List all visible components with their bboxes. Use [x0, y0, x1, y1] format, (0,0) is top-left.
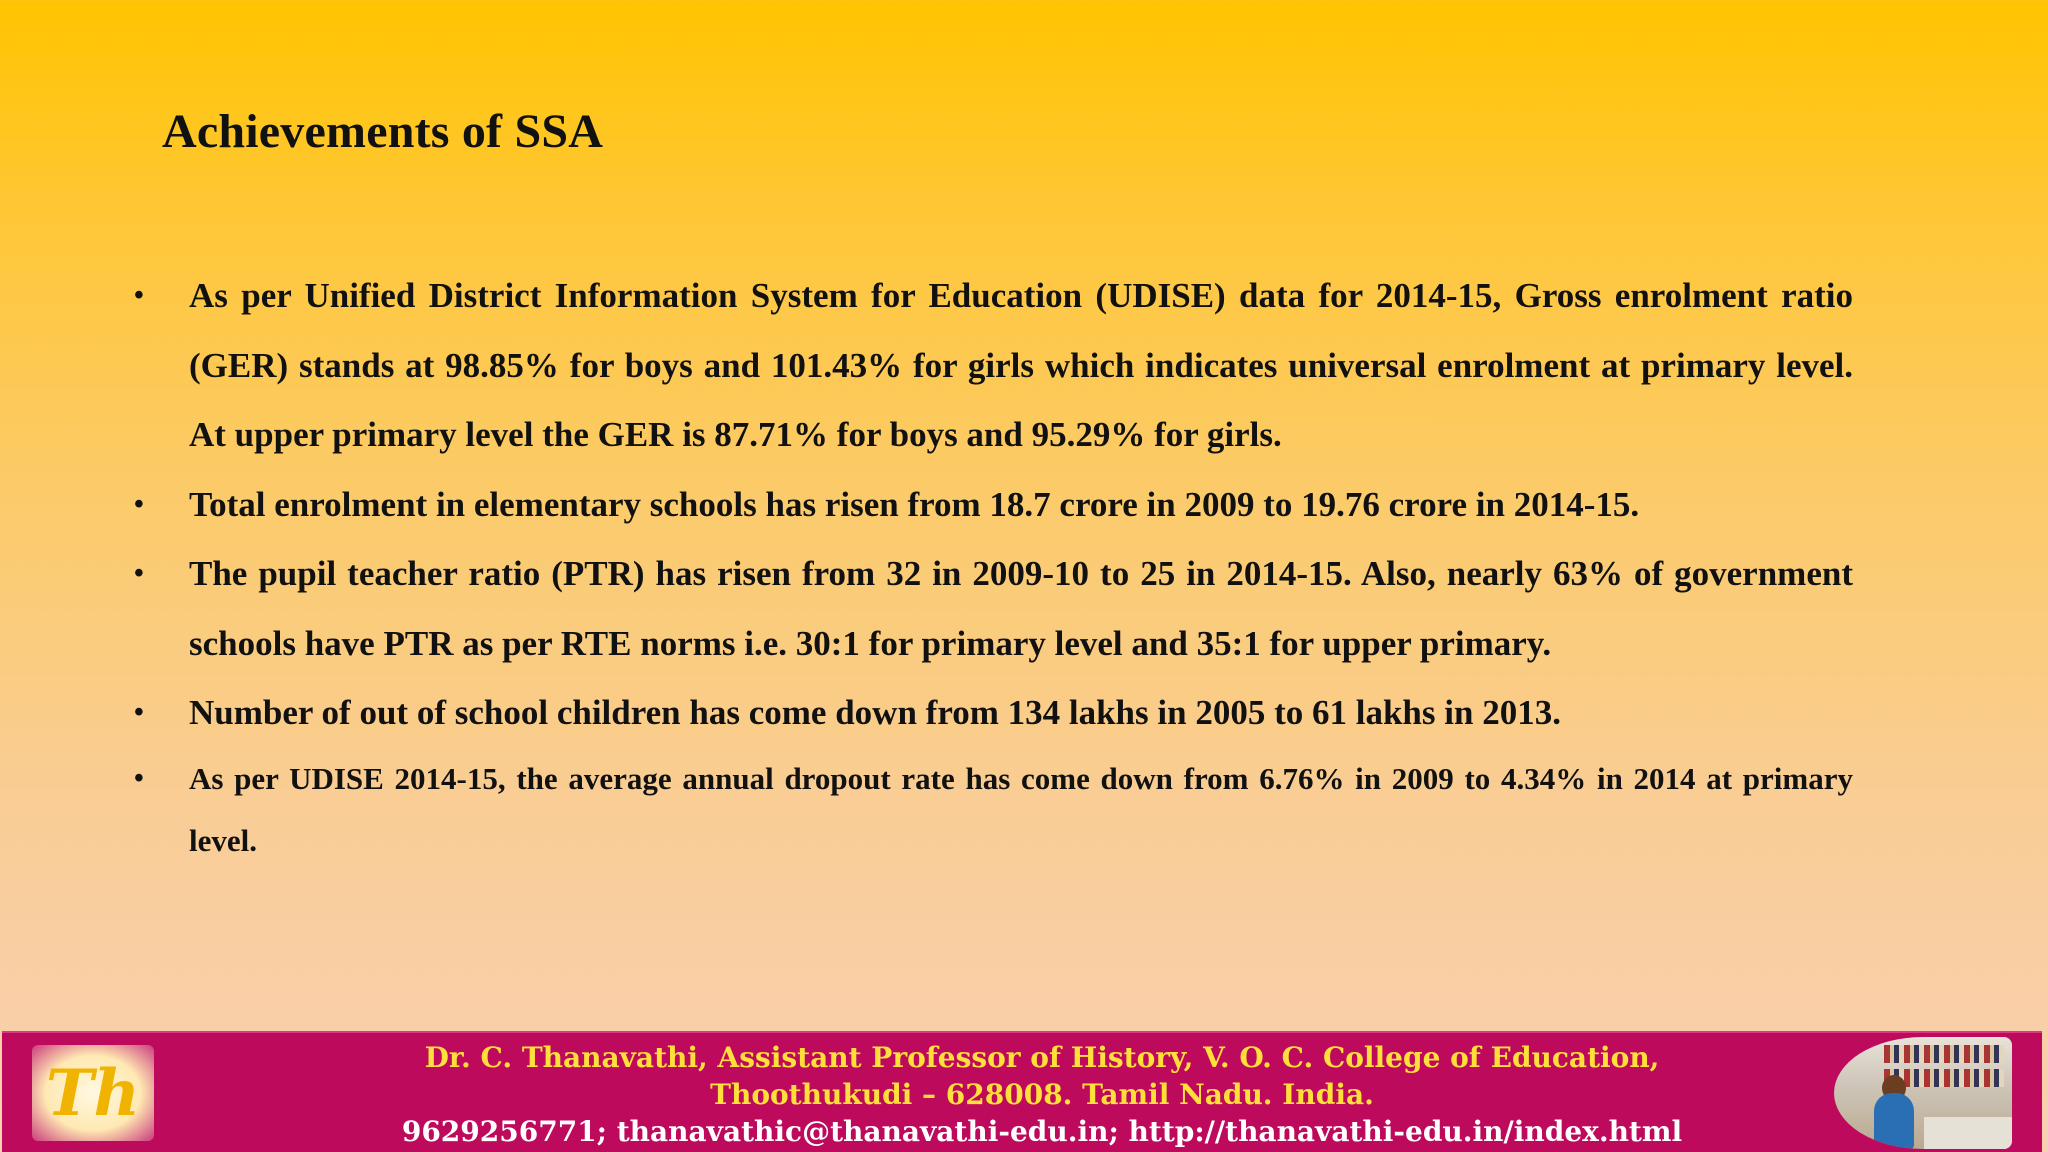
bullet-icon: •	[134, 488, 144, 520]
bullet-list	[130, 261, 1853, 872]
bullet-text: Number of out of school children has come down from 134 lakhs in 2005 to 61 lakhs in 2013.	[189, 693, 1561, 732]
bullet-item-ger	[130, 261, 1853, 470]
bookshelf-shape	[1884, 1045, 2004, 1063]
bullet-text: Total enrolment in elementary schools has risen from 18.7 crore in 2009 to 19.76 crore in 2014-15.	[189, 484, 1640, 524]
bullet-icon: •	[134, 762, 144, 794]
author-line: Dr. C. Thanavathi, Assistant Professor of History, V. O. C. College of Education,	[424, 1041, 1660, 1074]
slide-title: Achievements of SSA	[162, 105, 604, 158]
bullet-text: As per Unified District Information System for Education (UDISE) data for 2014-15, Gross enrolment ratio (GER) stands at 98.85% for boys and 101.43% for girls which indicates universal enrolment at primary level. At upper primary level the GER is 87.71% for boys and 95.29% for girls.	[189, 276, 1853, 454]
bullet-icon: •	[134, 558, 144, 589]
person-shape	[1874, 1093, 1914, 1149]
footer-banner	[2, 1031, 2042, 1152]
bullet-item-dropout	[130, 748, 1853, 872]
bullet-item-out-of-school	[130, 678, 1853, 748]
bullet-icon: •	[134, 280, 144, 311]
bullet-item-total-enrolment	[130, 470, 1853, 540]
footer-contact	[302, 1039, 1782, 1150]
desk-shape	[1924, 1117, 2012, 1149]
logo: Th	[32, 1045, 154, 1141]
bullet-icon: •	[134, 697, 144, 728]
bullet-item-ptr	[130, 539, 1853, 678]
bullet-text: The pupil teacher ratio (PTR) has risen from 32 in 2009-10 to 25 in 2014-15. Also, nearly 63% of government schools have PTR as per RTE norms i.e. 30:1 for primary level and 35:1 for upper primary.	[189, 554, 1853, 663]
bullet-text: As per UDISE 2014-15, the average annual dropout rate has come down from 6.76% in 2009 to 4.34% in 2014 at primary level.	[189, 760, 1853, 858]
address-line: Thoothukudi – 628008. Tamil Nadu. India.	[710, 1078, 1374, 1111]
contact-line: 9629256771; thanavathic@thanavathi-edu.in; http://thanavathi-edu.in/index.html	[401, 1115, 1683, 1148]
presenter-photo	[1834, 1037, 2012, 1149]
